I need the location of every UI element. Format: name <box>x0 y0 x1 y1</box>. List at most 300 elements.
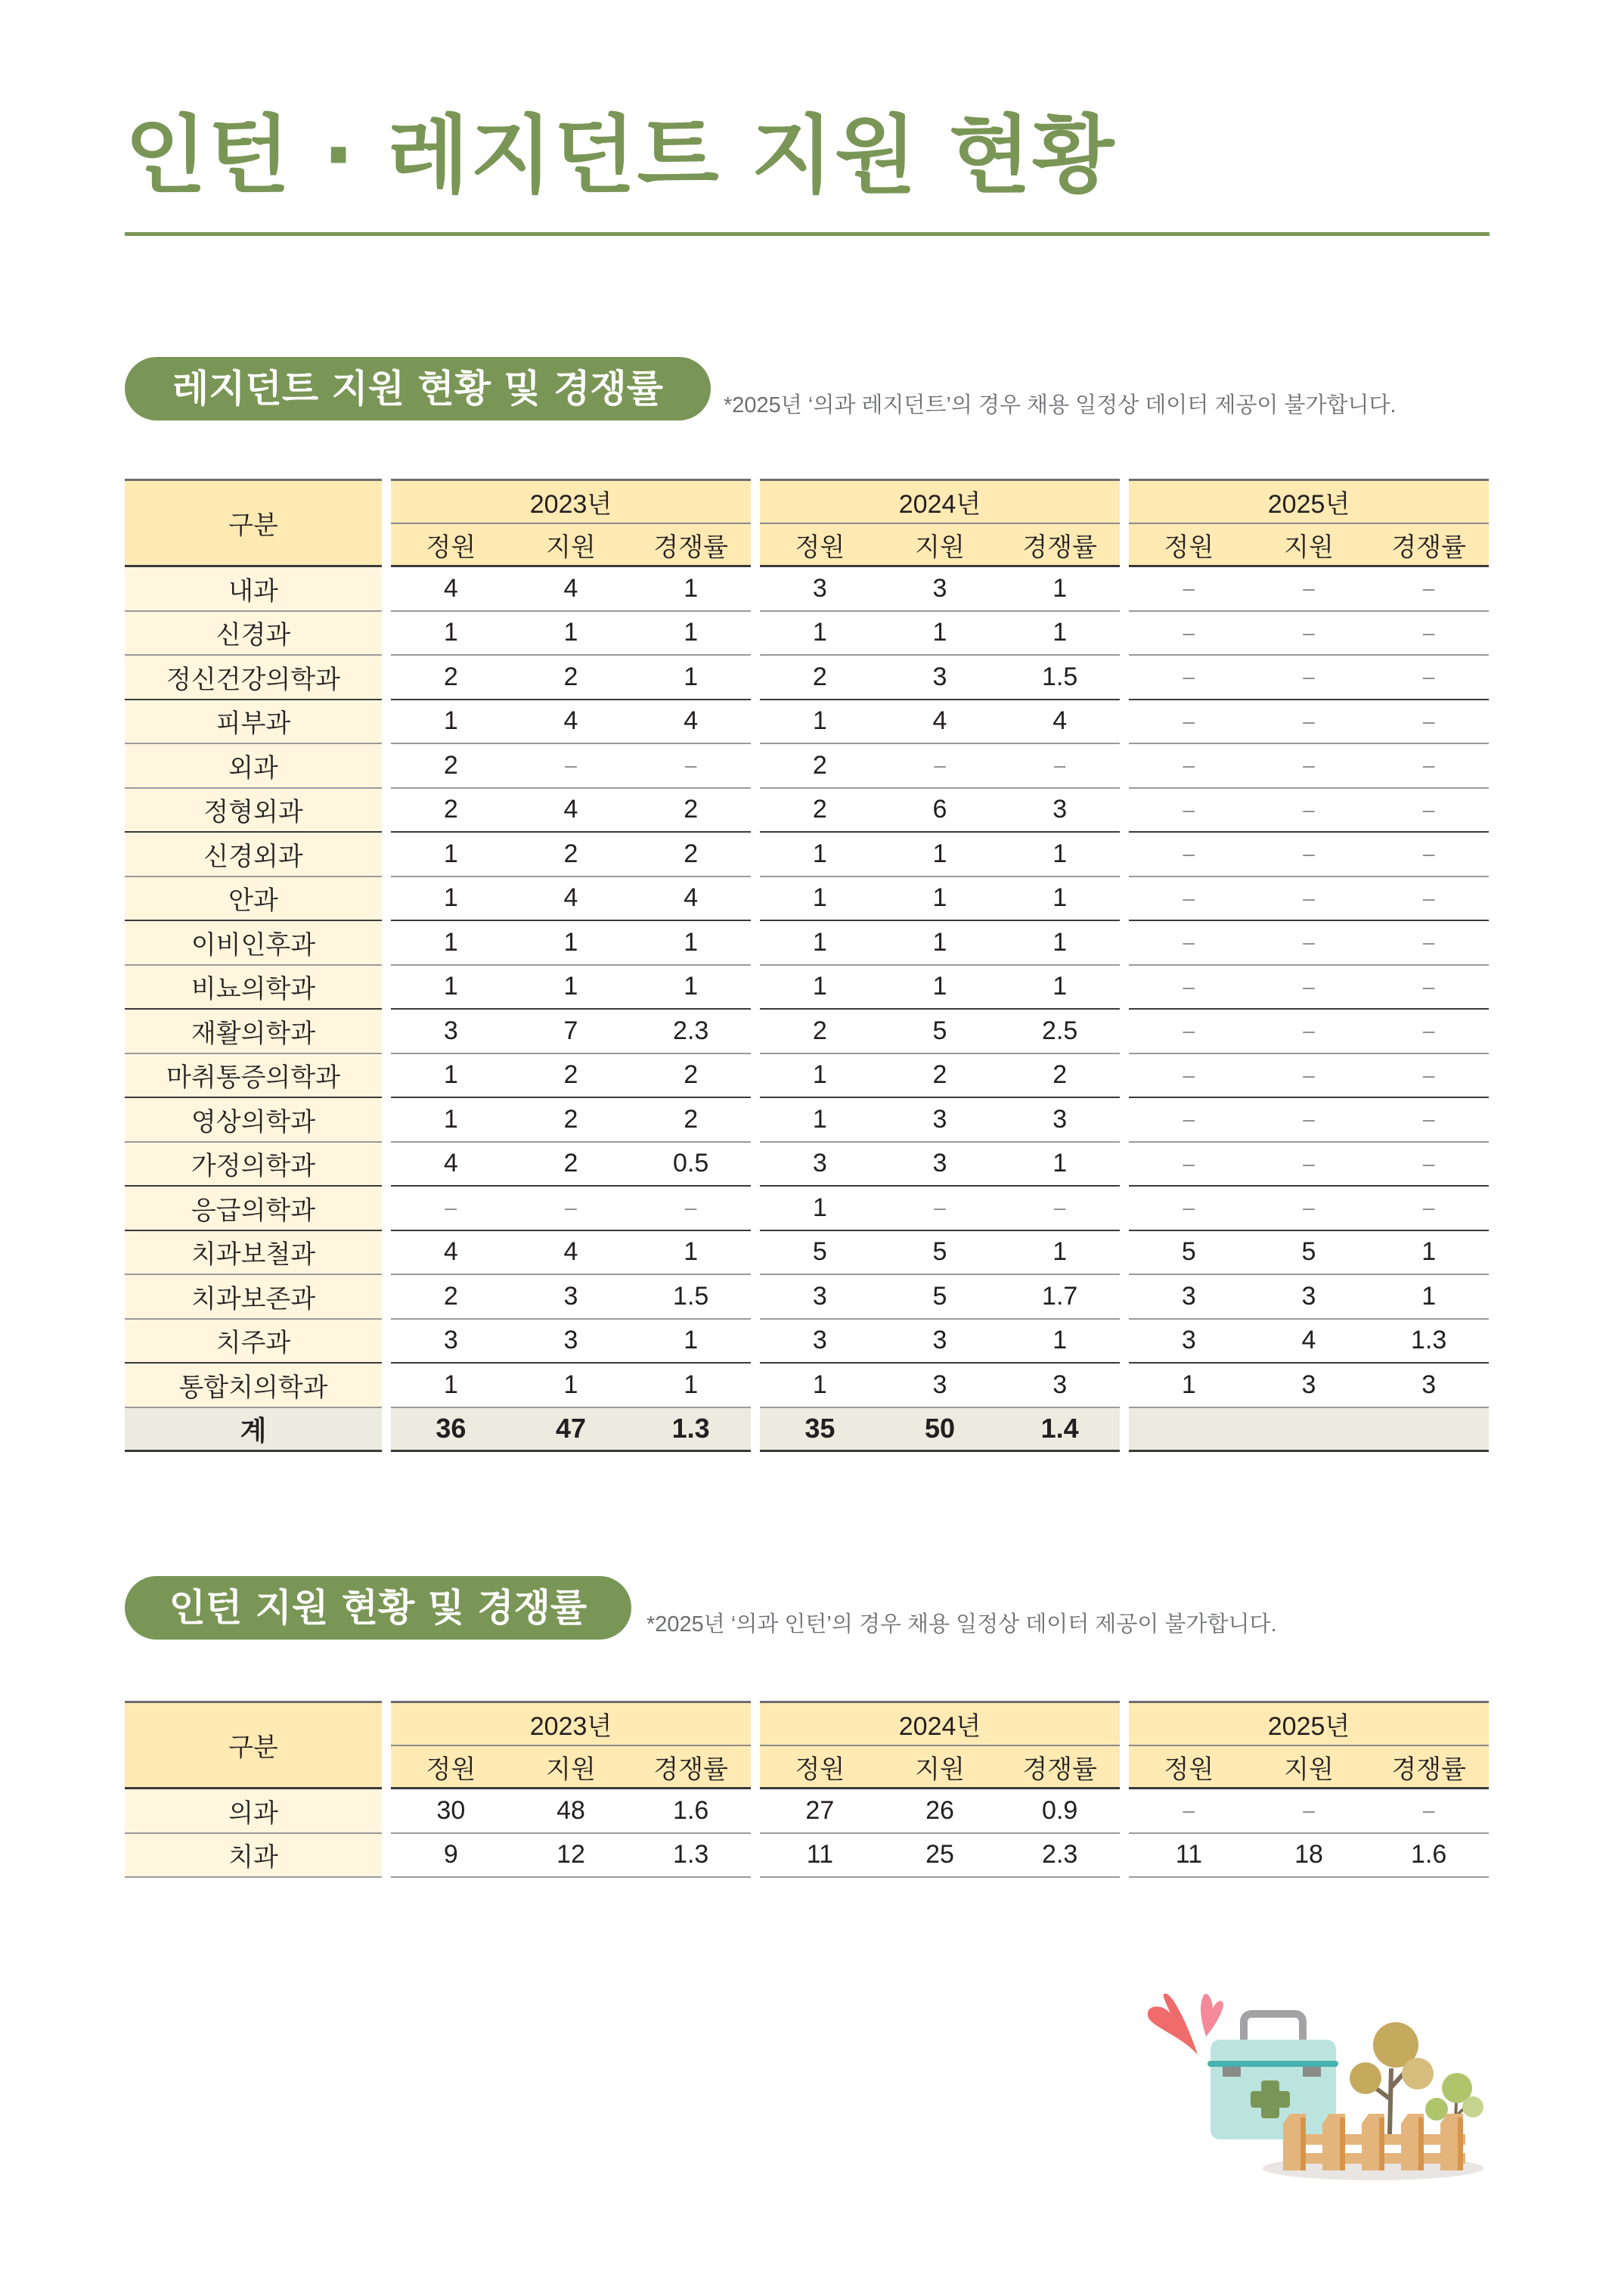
cell-value: 6 <box>932 795 947 824</box>
cell-value: 1 <box>684 662 699 691</box>
cell-value: 1 <box>932 618 947 647</box>
cell-value: 2 <box>563 1149 578 1178</box>
cell-value: – <box>1422 1798 1435 1823</box>
cell-value: 0.9 <box>1042 1795 1078 1825</box>
cell-value: 3 <box>932 662 947 691</box>
table-row <box>125 1834 1489 1879</box>
cell-value: 2 <box>563 1104 578 1134</box>
cell-value: 1 <box>443 618 458 647</box>
cell-value: – <box>1303 842 1315 866</box>
cell-value: 1.5 <box>1042 662 1078 691</box>
cell-value: 4 <box>563 795 578 824</box>
year-group <box>760 877 1120 922</box>
cell-value: – <box>1303 576 1315 600</box>
cell-value: – <box>1053 753 1066 777</box>
cell-value: 25 <box>925 1840 954 1869</box>
cell-value: 35 <box>804 1413 835 1444</box>
year-group <box>1129 789 1489 833</box>
year-group <box>391 744 751 789</box>
cell-value: 2 <box>684 1104 699 1134</box>
row-label: 이비인후과 <box>125 921 382 966</box>
cell-value: 2 <box>684 795 699 824</box>
cell-value: 1 <box>1052 618 1068 647</box>
cell-value: 30 <box>436 1795 466 1825</box>
cell-value: 1.5 <box>673 1281 709 1311</box>
year-group <box>1129 1054 1489 1099</box>
row-label: 마취통증의학과 <box>125 1054 382 1099</box>
year-group <box>760 966 1120 1010</box>
resident-section-title: 레지던트 지원 현황 및 경쟁률 <box>125 357 711 420</box>
cell-value: – <box>1303 1019 1315 1043</box>
cell-value: – <box>1303 665 1315 689</box>
cell-value: 3 <box>932 573 947 603</box>
cell-value: – <box>1303 930 1315 954</box>
cell-value: 27 <box>805 1795 835 1825</box>
cell-value: 1.3 <box>1411 1326 1447 1355</box>
cell-value: 5 <box>932 1016 947 1045</box>
year-group <box>391 1364 751 1408</box>
cell-value: – <box>1303 974 1315 998</box>
cell-value: 1 <box>812 618 827 647</box>
cell-value: – <box>1422 886 1435 910</box>
row-label: 안과 <box>125 877 382 922</box>
header-year-2025: 2025년 정원 지원 경쟁률 <box>1129 1701 1489 1789</box>
year-group <box>391 1054 751 1099</box>
table-row <box>125 789 1489 833</box>
cell-value: – <box>1422 842 1435 866</box>
year-group <box>1129 1010 1489 1054</box>
cell-value: 1 <box>1181 1370 1196 1399</box>
year-group <box>1129 966 1489 1010</box>
row-label: 정형외과 <box>125 789 382 833</box>
year-group <box>391 921 751 966</box>
cell-value: – <box>934 753 946 777</box>
table-header <box>125 479 1489 567</box>
year-group <box>760 1320 1120 1364</box>
resident-table <box>125 479 1489 1452</box>
year-group <box>391 966 751 1010</box>
year-group <box>1129 921 1489 966</box>
year-group <box>391 833 751 877</box>
row-label: 재활의학과 <box>125 1010 382 1054</box>
cell-value: 2.3 <box>1042 1840 1078 1869</box>
year-group <box>391 877 751 922</box>
year-group <box>760 1098 1120 1143</box>
year-group <box>391 700 751 745</box>
year-group <box>391 1834 751 1879</box>
cell-value: 1 <box>812 972 827 1001</box>
cell-value: 1 <box>684 972 699 1001</box>
cell-value: 2 <box>443 750 458 780</box>
cell-value: 1 <box>812 927 827 957</box>
year-group <box>1129 877 1489 922</box>
cell-value: 3 <box>812 1149 827 1178</box>
cell-value: – <box>1183 1019 1195 1043</box>
cell-value: 4 <box>563 883 578 913</box>
cell-value: – <box>684 753 697 777</box>
year-group <box>760 1408 1120 1453</box>
cell-value: 1 <box>443 1370 458 1399</box>
cell-value: 3 <box>932 1370 947 1399</box>
row-label: 계 <box>125 1408 382 1453</box>
cell-value: – <box>1183 1107 1195 1131</box>
cell-value: 1 <box>563 1370 578 1399</box>
cell-value: 3 <box>1301 1370 1316 1399</box>
year-group <box>760 656 1120 700</box>
cell-value: – <box>1303 709 1315 733</box>
table-row <box>125 700 1489 745</box>
cell-value: 1 <box>563 972 578 1001</box>
cell-value: 12 <box>556 1840 585 1869</box>
page-title: 인턴 · 레지던트 지원 현황 <box>125 107 1116 205</box>
cell-value: 7 <box>563 1016 578 1045</box>
cell-value: 1 <box>443 883 458 913</box>
cell-value: 1 <box>684 1370 699 1399</box>
year-group <box>760 744 1120 789</box>
year-group <box>1129 1408 1489 1453</box>
cell-value: 1 <box>812 1370 827 1399</box>
year-group <box>1129 833 1489 877</box>
cell-value: – <box>1422 1151 1435 1175</box>
row-label: 치과보존과 <box>125 1275 382 1320</box>
cell-value: – <box>1422 930 1435 954</box>
cell-value: – <box>1183 1798 1195 1823</box>
year-group <box>391 1320 751 1364</box>
header-category: 구분 <box>125 1701 382 1789</box>
cell-value: 1 <box>1052 972 1068 1001</box>
table-row <box>125 656 1489 700</box>
year-group <box>1129 1320 1489 1364</box>
cell-value: 1 <box>684 1326 699 1355</box>
cell-value: 3 <box>812 1281 827 1311</box>
illustration <box>1119 1936 1512 2193</box>
cell-value: – <box>1183 753 1195 777</box>
cell-value: 1 <box>684 927 699 957</box>
cell-value: 2 <box>812 795 827 824</box>
table-row <box>125 744 1489 789</box>
table-row <box>125 1320 1489 1364</box>
row-label: 응급의학과 <box>125 1187 382 1231</box>
cell-value: 1 <box>684 618 699 647</box>
cell-value: – <box>1422 709 1435 733</box>
cell-value: 0.5 <box>673 1149 709 1178</box>
cell-value: 26 <box>925 1795 954 1825</box>
cell-value: – <box>1303 1196 1315 1220</box>
year-group <box>1129 612 1489 656</box>
cell-value: 1 <box>443 1060 458 1090</box>
cell-value: – <box>1183 1151 1195 1175</box>
cell-value: 5 <box>932 1237 947 1267</box>
cell-value: – <box>1422 974 1435 998</box>
header-year-2023: 2023년 정원 지원 경쟁률 <box>391 479 751 567</box>
year-group <box>760 612 1120 656</box>
year-group <box>391 789 751 833</box>
cell-value: 3 <box>812 573 827 603</box>
cell-value: 3 <box>932 1326 947 1355</box>
year-group <box>391 1143 751 1187</box>
table-row <box>125 966 1489 1010</box>
table-row <box>125 921 1489 966</box>
cell-value: 1 <box>932 927 947 957</box>
cell-value: 11 <box>806 1840 833 1869</box>
cell-value: 1.6 <box>1411 1840 1447 1869</box>
cell-value: – <box>1422 1196 1435 1220</box>
cell-value: 3 <box>1052 795 1068 824</box>
row-label: 정신건강의학과 <box>125 656 382 700</box>
cell-value: – <box>1303 1798 1315 1823</box>
cell-value: 1 <box>812 1104 827 1134</box>
row-label: 의과 <box>125 1789 382 1834</box>
first-aid-kit-icon <box>1207 2014 1338 2139</box>
cell-value: – <box>1303 886 1315 910</box>
table-row <box>125 1098 1489 1143</box>
cell-value: – <box>445 1196 457 1220</box>
cell-value: 5 <box>812 1237 827 1267</box>
year-group <box>391 1187 751 1231</box>
row-label: 치과보철과 <box>125 1231 382 1276</box>
year-group <box>1129 1789 1489 1834</box>
year-group <box>391 1010 751 1054</box>
cell-value: 1.7 <box>1042 1281 1078 1311</box>
cell-value: 1 <box>812 1193 827 1222</box>
row-label: 치과 <box>125 1834 382 1879</box>
year-group <box>1129 1834 1489 1879</box>
cell-value: – <box>1303 1063 1315 1087</box>
year-group <box>760 921 1120 966</box>
cell-value: 1 <box>812 883 827 913</box>
cell-value: 2 <box>563 662 578 691</box>
header-year-2024: 2024년 정원 지원 경쟁률 <box>760 479 1120 567</box>
row-label: 외과 <box>125 744 382 789</box>
cell-value <box>1249 1408 1369 1451</box>
cell-value: 4 <box>1301 1326 1316 1355</box>
cell-value: – <box>1303 1107 1315 1131</box>
cell-value: – <box>1422 576 1435 600</box>
cell-value: – <box>1422 1019 1435 1043</box>
cell-value: 1 <box>443 839 458 868</box>
year-group <box>391 1408 751 1453</box>
year-group <box>760 1187 1120 1231</box>
header-year-2025: 2025년 정원 지원 경쟁률 <box>1129 479 1489 567</box>
cell-value: 2.5 <box>1042 1016 1078 1045</box>
table-row <box>125 833 1489 877</box>
cell-value: 2 <box>563 1060 578 1090</box>
year-group <box>391 1789 751 1834</box>
cell-value: – <box>1183 974 1195 998</box>
table-row <box>125 1364 1489 1408</box>
cell-value: 1 <box>443 927 458 957</box>
year-group <box>1129 700 1489 745</box>
row-label: 치주과 <box>125 1320 382 1364</box>
cell-value: 4 <box>443 1237 458 1267</box>
intern-section-title: 인턴 지원 현황 및 경쟁률 <box>125 1576 631 1640</box>
cell-value: 1 <box>1052 1326 1068 1355</box>
cell-value: – <box>1183 709 1195 733</box>
table-row <box>125 612 1489 656</box>
header-year-2024: 2024년 정원 지원 경쟁률 <box>760 1701 1120 1789</box>
cell-value: 1 <box>443 1104 458 1134</box>
year-group <box>760 1231 1120 1276</box>
cell-value: 1 <box>563 927 578 957</box>
cell-value: 2 <box>812 750 827 780</box>
cell-value: 1.3 <box>671 1413 710 1444</box>
cell-value: 1 <box>684 1237 699 1267</box>
cell-value: – <box>1183 886 1195 910</box>
cell-value: 1 <box>932 883 947 913</box>
row-label: 영상의학과 <box>125 1098 382 1143</box>
year-group <box>760 833 1120 877</box>
year-group <box>760 1275 1120 1320</box>
row-label: 내과 <box>125 567 382 612</box>
cell-value: 4 <box>684 883 699 913</box>
cell-value: 1 <box>1052 1237 1068 1267</box>
row-label: 신경외과 <box>125 833 382 877</box>
cell-value: – <box>1183 576 1195 600</box>
cell-value: 2 <box>563 839 578 868</box>
year-group <box>391 1098 751 1143</box>
cell-value: 1 <box>812 706 827 736</box>
cell-value: 3 <box>1052 1104 1068 1134</box>
cell-value: – <box>1303 753 1315 777</box>
cell-value: – <box>1183 620 1195 644</box>
cell-value: 48 <box>556 1795 585 1825</box>
cell-value: 3 <box>1052 1370 1068 1399</box>
header-year-2023: 2023년 정원 지원 경쟁률 <box>391 1701 751 1789</box>
cell-value: – <box>1183 797 1195 821</box>
cell-value: 4 <box>443 1149 458 1178</box>
table-row <box>125 1054 1489 1099</box>
cell-value: 3 <box>1421 1370 1437 1399</box>
year-group <box>1129 1275 1489 1320</box>
cell-value: – <box>1422 797 1435 821</box>
table-row <box>125 1231 1489 1276</box>
table-row <box>125 877 1489 922</box>
cell-value: 1.6 <box>673 1795 709 1825</box>
year-group <box>760 1789 1120 1834</box>
total-row <box>125 1408 1489 1453</box>
cell-value: – <box>1053 1196 1066 1220</box>
table-row <box>125 1275 1489 1320</box>
table-row <box>125 1187 1489 1231</box>
year-group <box>1129 567 1489 612</box>
cell-value: 2 <box>443 662 458 691</box>
cell-value: 3 <box>1181 1281 1196 1311</box>
cell-value: 4 <box>1052 706 1068 736</box>
cell-value: – <box>1422 620 1435 644</box>
cell-value: 11 <box>1175 1840 1202 1869</box>
cell-value: – <box>1183 930 1195 954</box>
cell-value: – <box>1422 1063 1435 1087</box>
table-header <box>125 1701 1489 1789</box>
cell-value: 50 <box>924 1413 956 1444</box>
cell-value: 5 <box>1181 1237 1196 1267</box>
cell-value: 3 <box>932 1149 947 1178</box>
cell-value: 1 <box>1052 883 1068 913</box>
cell-value: 1 <box>1052 927 1068 957</box>
table-row <box>125 1010 1489 1054</box>
cell-value: – <box>565 753 577 777</box>
row-label: 통합치의학과 <box>125 1364 382 1408</box>
year-group <box>391 567 751 612</box>
cell-value: 3 <box>563 1281 578 1311</box>
cell-value: 3 <box>1181 1326 1196 1355</box>
cell-value: 2 <box>812 1016 827 1045</box>
cell-value: 1 <box>563 618 578 647</box>
cell-value: – <box>934 1196 946 1220</box>
cell-value: 1 <box>932 839 947 868</box>
cell-value <box>1369 1408 1489 1451</box>
table-row <box>125 1143 1489 1187</box>
year-group <box>1129 656 1489 700</box>
year-group <box>1129 1143 1489 1187</box>
resident-note: *2025년 ‘의과 레지던트’의 경우 채용 일정상 데이터 제공이 불가합니다. <box>724 393 1397 417</box>
year-group <box>1129 1098 1489 1143</box>
cell-value: 3 <box>1301 1281 1316 1311</box>
year-group <box>760 1143 1120 1187</box>
cell-value: 4 <box>563 1237 578 1267</box>
cell-value: 1 <box>1421 1281 1437 1311</box>
year-group <box>391 612 751 656</box>
cell-value: 4 <box>932 706 947 736</box>
cell-value: – <box>1422 665 1435 689</box>
year-group <box>760 1010 1120 1054</box>
cell-value: 1 <box>932 972 947 1001</box>
cell-value: 2 <box>1052 1060 1068 1090</box>
cell-value: – <box>1183 1196 1195 1220</box>
intern-note: *2025년 ‘의과 인턴’의 경우 채용 일정상 데이터 제공이 불가합니다. <box>646 1612 1277 1637</box>
intern-table <box>125 1701 1489 1878</box>
cell-value: 4 <box>563 706 578 736</box>
cell-value: 4 <box>443 573 458 603</box>
cell-value: – <box>565 1196 577 1220</box>
cell-value: 36 <box>436 1413 467 1444</box>
cell-value: 2.3 <box>673 1016 709 1045</box>
cell-value: 2 <box>932 1060 947 1090</box>
cell-value: 1 <box>443 972 458 1001</box>
row-label: 비뇨의학과 <box>125 966 382 1010</box>
cell-value: 1 <box>443 706 458 736</box>
cell-value: 18 <box>1294 1840 1323 1869</box>
cell-value: – <box>1183 842 1195 866</box>
cell-value: – <box>1422 753 1435 777</box>
cell-value: 3 <box>563 1326 578 1355</box>
cell-value: 1 <box>812 839 827 868</box>
cell-value: 5 <box>932 1281 947 1311</box>
cell-value: – <box>1303 797 1315 821</box>
cell-value: 47 <box>555 1413 587 1444</box>
cell-value: 2 <box>443 795 458 824</box>
year-group <box>760 700 1120 745</box>
cell-value: 1 <box>684 573 699 603</box>
year-group <box>760 1364 1120 1408</box>
cell-value: 5 <box>1301 1237 1316 1267</box>
cell-value: 1 <box>1052 573 1068 603</box>
year-group <box>1129 1231 1489 1276</box>
table-row <box>125 1789 1489 1834</box>
cell-value: 3 <box>443 1326 458 1355</box>
cell-value: 1.3 <box>673 1840 709 1869</box>
year-group <box>760 1834 1120 1879</box>
cell-value: 2 <box>684 839 699 868</box>
cell-value: – <box>684 1196 697 1220</box>
row-label: 가정의학과 <box>125 1143 382 1187</box>
year-group <box>391 1275 751 1320</box>
cell-value: 1 <box>1052 1149 1068 1178</box>
cell-value: – <box>1183 1063 1195 1087</box>
cell-value: 2 <box>684 1060 699 1090</box>
cell-value: 3 <box>812 1326 827 1355</box>
cell-value: 1 <box>1421 1237 1437 1267</box>
